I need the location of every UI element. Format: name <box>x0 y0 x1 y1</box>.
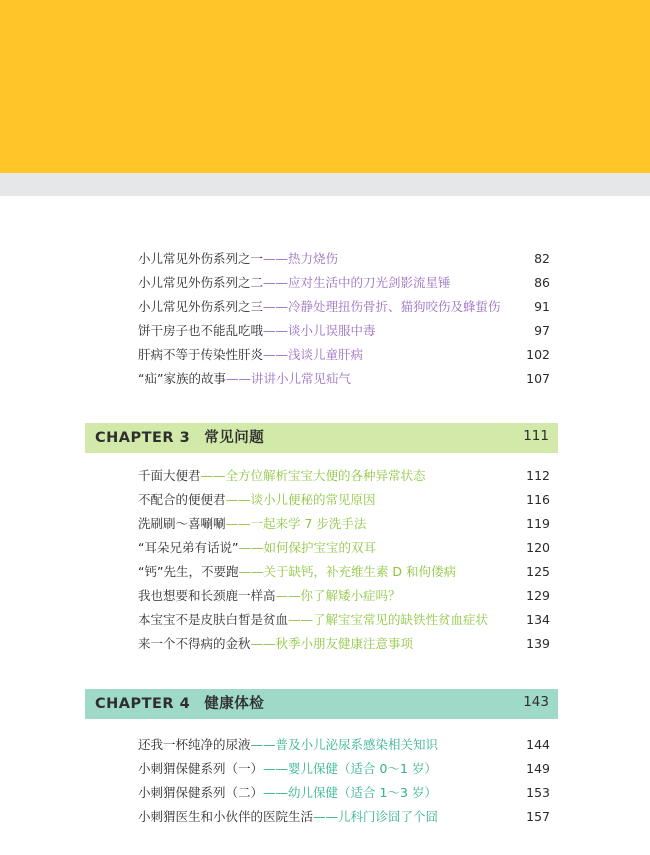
chapter-label: CHAPTER 4 <box>95 696 191 712</box>
entry-subtitle: ——应对生活中的刀光剑影流星锤 <box>263 275 451 290</box>
chapter-label: CHAPTER 3 <box>95 430 191 446</box>
entry-subtitle: ——婴儿保健（适合 0～1 岁） <box>263 761 437 776</box>
entry-title: 来一个不得病的金秋 <box>138 636 251 651</box>
toc-entry[interactable] <box>138 781 550 805</box>
entry-subtitle: ——浅谈儿童肝病 <box>263 347 364 362</box>
entry-title: 肝病不等于传染性肝炎 <box>138 347 264 362</box>
entry-title: “耳朵兄弟有话说” <box>138 540 239 555</box>
toc-entry[interactable] <box>138 733 550 757</box>
entry-subtitle: ——儿科门诊囧了个囧 <box>313 809 439 824</box>
entry-page-number: 125 <box>526 564 550 579</box>
toc-list-chapter2 <box>138 247 550 391</box>
entry-page-number: 116 <box>526 492 550 507</box>
toc-entry[interactable] <box>138 464 550 488</box>
entry-title: 小刺猬医生和小伙伴的医院生活 <box>138 809 314 824</box>
entry-page-number: 139 <box>526 636 550 651</box>
entry-title: 不配合的便便君 <box>138 492 226 507</box>
entry-subtitle: ——如何保护宝宝的双耳 <box>238 540 376 555</box>
toc-entry[interactable] <box>138 536 550 560</box>
entry-title: 我也想要和长颈鹿一样高 <box>138 588 276 603</box>
toc-list-chapter3 <box>138 464 550 656</box>
entry-page-number: 91 <box>534 299 550 314</box>
toc-entry[interactable] <box>138 367 550 391</box>
entry-title: 小儿常见外伤系列之二 <box>138 275 264 290</box>
entry-page-number: 129 <box>526 588 550 603</box>
entry-page-number: 157 <box>526 809 550 824</box>
entry-title: 小儿常见外伤系列之三 <box>138 299 264 314</box>
entry-subtitle: ——热力烧伤 <box>263 251 339 266</box>
toc-entry[interactable] <box>138 560 550 584</box>
chapter-page-number: 111 <box>523 428 549 444</box>
entry-title: 千面大便君 <box>138 468 201 483</box>
entry-subtitle: ——全方位解析宝宝大便的各种异常状态 <box>200 468 426 483</box>
chapter-title: 常见问题 <box>204 430 265 446</box>
entry-subtitle: ——关于缺钙，补充维生素 D 和佝偻病 <box>238 564 457 579</box>
chapter-3-header[interactable] <box>85 423 558 453</box>
toc-entry[interactable] <box>138 805 550 829</box>
entry-page-number: 149 <box>526 761 550 776</box>
toc-entry[interactable] <box>138 757 550 781</box>
entry-title: 小儿常见外伤系列之一 <box>138 251 264 266</box>
toc-entry[interactable] <box>138 319 550 343</box>
entry-page-number: 97 <box>534 323 550 338</box>
chapter-heading <box>95 423 264 453</box>
chapter-4-header[interactable] <box>85 689 558 719</box>
entry-page-number: 153 <box>526 785 550 800</box>
entry-subtitle: ——了解宝宝常见的缺铁性贫血症状 <box>288 612 489 627</box>
header-grey-band <box>0 173 650 196</box>
entry-subtitle: ——一起来学 7 步洗手法 <box>225 516 367 531</box>
entry-page-number: 86 <box>534 275 550 290</box>
entry-title: 小刺猬保健系列（二） <box>138 785 264 800</box>
entry-subtitle: ——普及小儿泌尿系感染相关知识 <box>250 737 439 752</box>
toc-entry[interactable] <box>138 584 550 608</box>
chapter-page-number: 143 <box>523 694 549 710</box>
entry-subtitle: ——你了解矮小症吗？ <box>275 588 401 603</box>
entry-title: 还我一杯纯净的尿液 <box>138 737 251 752</box>
entry-title: “钙”先生，不要跑 <box>138 564 239 579</box>
entry-title: “疝”家族的故事 <box>138 371 226 386</box>
entry-subtitle: ——幼儿保健（适合 1～3 岁） <box>263 785 437 800</box>
entry-page-number: 82 <box>534 251 550 266</box>
toc-entry[interactable] <box>138 488 550 512</box>
chapter-heading <box>95 689 264 719</box>
entry-page-number: 102 <box>526 347 550 362</box>
entry-page-number: 107 <box>526 371 550 386</box>
entry-title: 洗刷刷～喜唰唰 <box>138 516 226 531</box>
toc-entry[interactable] <box>138 247 550 271</box>
toc-entry[interactable] <box>138 295 550 319</box>
header-yellow-band <box>0 0 650 173</box>
entry-title: 本宝宝不是皮肤白皙是贫血 <box>138 612 289 627</box>
entry-subtitle: ——讲讲小儿常见疝气 <box>225 371 351 386</box>
entry-subtitle: ——冷静处理扭伤骨折、猫狗咬伤及蜂蜇伤 <box>263 299 501 314</box>
entry-title: 饼干房子也不能乱吃哦 <box>138 323 264 338</box>
entry-page-number: 144 <box>526 737 550 752</box>
toc-list-chapter4 <box>138 733 550 829</box>
entry-page-number: 134 <box>526 612 550 627</box>
toc-entry[interactable] <box>138 608 550 632</box>
entry-subtitle: ——谈小儿便秘的常见原因 <box>225 492 376 507</box>
toc-entry[interactable] <box>138 632 550 656</box>
entry-title: 小刺猬保健系列（一） <box>138 761 264 776</box>
toc-entry[interactable] <box>138 343 550 367</box>
toc-entry[interactable] <box>138 271 550 295</box>
chapter-title: 健康体检 <box>204 696 265 712</box>
entry-subtitle: ——秋季小朋友健康注意事项 <box>250 636 414 651</box>
entry-page-number: 120 <box>526 540 550 555</box>
entry-page-number: 112 <box>526 468 550 483</box>
entry-page-number: 119 <box>526 516 550 531</box>
toc-entry[interactable] <box>138 512 550 536</box>
entry-subtitle: ——谈小儿误服中毒 <box>263 323 376 338</box>
